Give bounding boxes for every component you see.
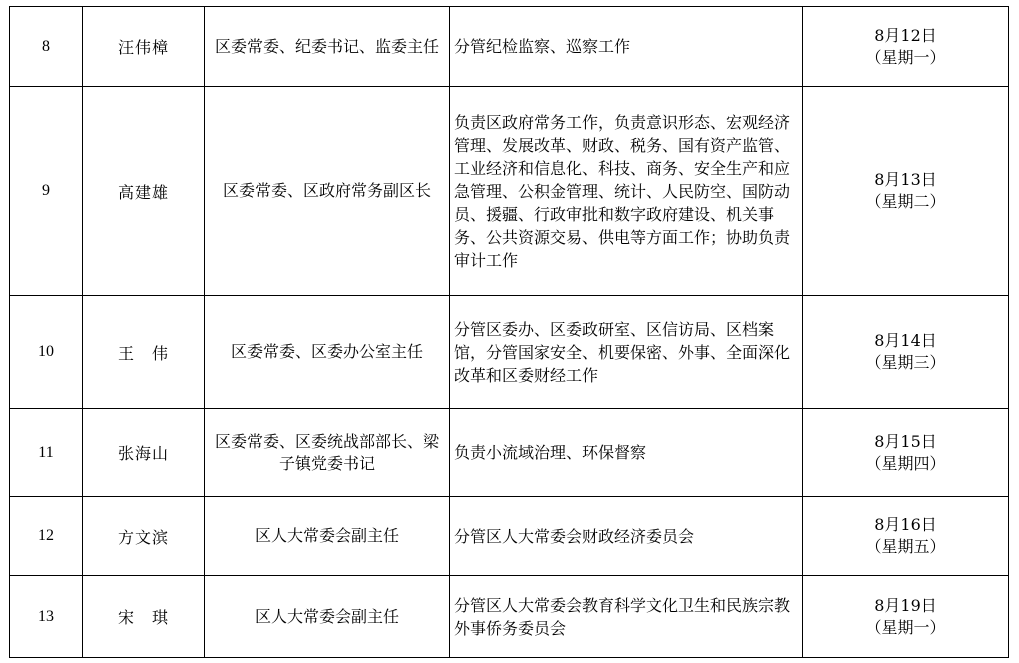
official-position: 区人大常委会副主任 [205, 576, 450, 658]
reception-date-cell [803, 87, 1009, 296]
reception-date: 8月14日 [874, 331, 937, 350]
table-row [10, 296, 1009, 409]
row-number: 11 [10, 409, 83, 497]
official-duties: 负责区政府常务工作，负责意识形态、宏观经济管理、发展改革、财政、税务、国有资产监管、工业经济和信息化、科技、商务、安全生产和应急管理、公积金管理、统计、人民防空、国防动员、援疆、行政审批和数字政府建设、机关事务、公共资源交易、供电等方面工作；协助负责审计工作 [450, 87, 803, 296]
table-row [10, 497, 1009, 576]
official-name: 高建雄 [83, 87, 205, 296]
official-position: 区委常委、区政府常务副区长 [205, 87, 450, 296]
official-name: 宋 琪 [83, 576, 205, 658]
reception-date-cell [803, 7, 1009, 87]
official-duties: 分管区人大常委会教育科学文化卫生和民族宗教外事侨务委员会 [450, 576, 803, 658]
official-name: 方文滨 [83, 497, 205, 576]
reception-weekday: （星期五） [865, 537, 946, 556]
table-row [10, 87, 1009, 296]
reception-date-cell [803, 409, 1009, 497]
official-name: 张海山 [83, 409, 205, 497]
official-position: 区委常委、区委统战部部长、梁子镇党委书记 [205, 409, 450, 497]
table-row [10, 409, 1009, 497]
official-duties: 负责小流域治理、环保督察 [450, 409, 803, 497]
row-number: 8 [10, 7, 83, 87]
reception-weekday: （星期二） [865, 192, 946, 211]
reception-date: 8月12日 [874, 25, 937, 45]
official-position: 区委常委、纪委书记、监委主任 [205, 7, 450, 87]
reception-date-cell [803, 296, 1009, 409]
reception-weekday: （星期一） [865, 617, 946, 637]
table-row [10, 576, 1009, 658]
row-number: 10 [10, 296, 83, 409]
official-name: 王 伟 [83, 296, 205, 409]
row-number: 13 [10, 576, 83, 658]
reception-date: 8月15日 [874, 431, 937, 451]
reception-date-cell [803, 497, 1009, 576]
official-duties: 分管区人大常委会财政经济委员会 [450, 497, 803, 576]
official-position: 区人大常委会副主任 [205, 497, 450, 576]
reception-date: 8月13日 [874, 170, 937, 189]
official-duties: 分管区委办、区委政研室、区信访局、区档案馆，分管国家安全、机要保密、外事、全面深化改革和区委财经工作 [450, 296, 803, 409]
schedule-table [9, 6, 1009, 658]
reception-date-cell [803, 576, 1009, 658]
official-name: 汪伟樟 [83, 7, 205, 87]
table-row [10, 7, 1009, 87]
reception-date: 8月19日 [874, 595, 937, 615]
row-number: 9 [10, 87, 83, 296]
official-position: 区委常委、区委办公室主任 [205, 296, 450, 409]
official-duties: 分管纪检监察、巡察工作 [450, 7, 803, 87]
reception-date: 8月16日 [874, 515, 937, 534]
reception-weekday: （星期四） [865, 453, 946, 473]
reception-weekday: （星期三） [865, 353, 946, 372]
row-number: 12 [10, 497, 83, 576]
reception-weekday: （星期一） [865, 47, 946, 67]
